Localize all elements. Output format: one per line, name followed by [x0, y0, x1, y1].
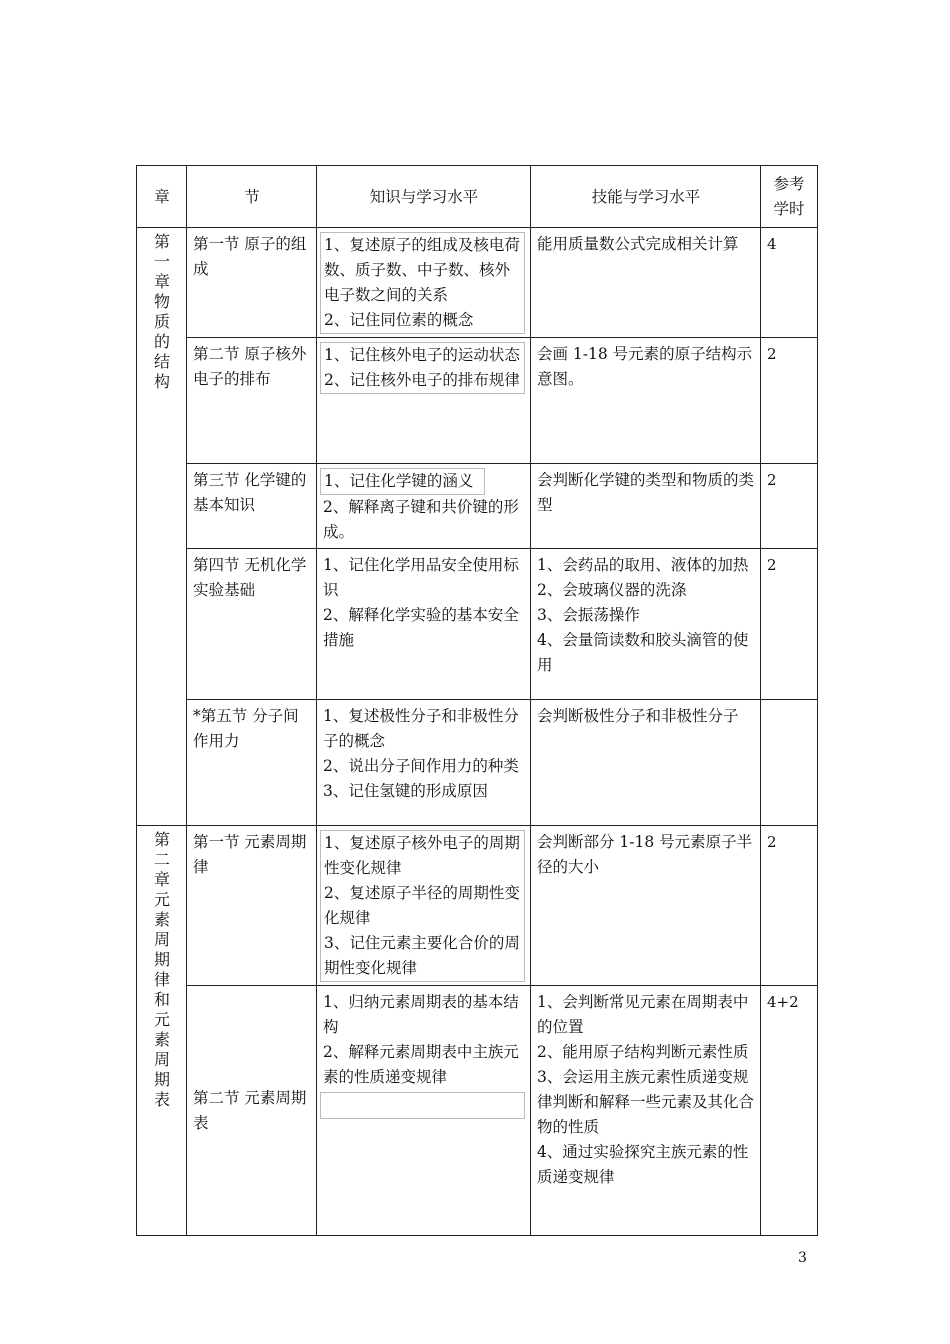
skill-item: 4、通过实验探究主族元素的性质递变规律 — [537, 1143, 749, 1186]
chapter-cell — [137, 826, 187, 1236]
chapter-title: 第一章 物质的结构 — [153, 232, 170, 391]
hours-cell: 4 — [761, 228, 818, 338]
skill-item: 2、能用原子结构判断元素性质 — [537, 1043, 749, 1061]
skill-cell — [531, 700, 761, 826]
knowledge-item: 1、记住核外电子的运动状态 — [324, 346, 520, 364]
section-name: 第一节 元素周期律 — [187, 826, 317, 986]
skill-item: 会判断化学键的类型和物质的类型 — [537, 471, 755, 514]
section-name: 第四节 无机化学实验基础 — [187, 549, 317, 700]
knowledge-item: 2、复述原子半径的周期性变化规律 — [324, 884, 520, 927]
skill-cell — [531, 986, 761, 1236]
skill-item: 会画 1-18 号元素的原子结构示意图。 — [537, 345, 753, 388]
hours-cell — [761, 700, 818, 826]
hours-cell: 2 — [761, 338, 818, 464]
skill-item: 会判断部分 1-18 号元素原子半径的大小 — [537, 833, 753, 876]
skill-item: 2、会玻璃仪器的洗涤 — [537, 581, 687, 599]
knowledge-box — [320, 468, 485, 495]
section-name: 第一节 原子的组成 — [187, 228, 317, 338]
knowledge-item: 2、记住核外电子的排布规律 — [324, 371, 520, 389]
knowledge-item: 1、记住化学用品安全使用标识 — [323, 556, 519, 599]
table-row — [137, 228, 818, 338]
knowledge-item: 1、复述原子的组成及核电荷数、质子数、中子数、核外电子数之间的关系 — [324, 236, 520, 304]
skill-item: 1、会判断常见元素在周期表中的位置 — [537, 993, 749, 1036]
knowledge-item: 1、复述原子核外电子的周期性变化规律 — [324, 834, 520, 877]
knowledge-item: 2、解释化学实验的基本安全措施 — [323, 606, 519, 649]
skill-cell — [531, 549, 761, 700]
knowledge-cell — [317, 549, 531, 700]
skill-cell — [531, 464, 761, 549]
skill-cell — [531, 338, 761, 464]
knowledge-box — [320, 342, 525, 394]
knowledge-cell — [317, 700, 531, 826]
table-row — [137, 700, 818, 826]
knowledge-item: 1、记住化学键的涵义 — [324, 472, 474, 490]
page-number: 3 — [798, 1250, 807, 1266]
skill-item: 3、会运用主族元素性质递变规律判断和解释一些元素及其化合物的性质 — [537, 1068, 755, 1136]
knowledge-item: 2、记住同位素的概念 — [324, 311, 474, 329]
section-name: *第五节 分子间作用力 — [187, 700, 317, 826]
knowledge-box — [320, 830, 525, 982]
knowledge-cell — [317, 338, 531, 464]
knowledge-cell — [317, 986, 531, 1236]
hours-cell: 2 — [761, 826, 818, 986]
skill-item: 4、会量筒读数和胶头滴管的使用 — [537, 631, 749, 674]
skill-item: 3、会振荡操作 — [537, 606, 640, 624]
hours-cell: 2 — [761, 464, 818, 549]
knowledge-item: 1、复述极性分子和非极性分子的概念 — [323, 707, 519, 750]
curriculum-table — [136, 165, 818, 1236]
knowledge-item: 3、记住氢键的形成原因 — [323, 782, 488, 800]
header-section: 节 — [187, 166, 317, 228]
section-name: 第三节 化学键的基本知识 — [187, 464, 317, 549]
skill-cell — [531, 826, 761, 986]
knowledge-item: 3、记住元素主要化合价的周期性变化规律 — [324, 934, 520, 977]
table-row — [137, 464, 818, 549]
knowledge-item: 2、说出分子间作用力的种类 — [323, 757, 519, 775]
header-chapter: 章 — [137, 166, 187, 228]
header-knowledge: 知识与学习水平 — [317, 166, 531, 228]
knowledge-cell — [317, 826, 531, 986]
section-name: 第二节 元素周期表 — [187, 986, 317, 1236]
knowledge-box — [320, 232, 525, 334]
blank-input-box — [320, 1092, 525, 1119]
table-row — [137, 549, 818, 700]
chapter-title: 第二章 元素周期律和元素周期表 — [153, 830, 170, 1109]
table-row — [137, 826, 818, 986]
header-skill: 技能与学习水平 — [531, 166, 761, 228]
hours-cell: 2 — [761, 549, 818, 700]
chapter-cell — [137, 228, 187, 826]
knowledge-cell — [317, 464, 531, 549]
section-name: 第二节 原子核外电子的排布 — [187, 338, 317, 464]
knowledge-item: 1、归纳元素周期表的基本结构 — [323, 993, 519, 1036]
knowledge-item: 2、解释元素周期表中主族元素的性质递变规律 — [323, 1043, 519, 1086]
skill-cell — [531, 228, 761, 338]
skill-item: 1、会药品的取用、液体的加热 — [537, 556, 749, 574]
table-row — [137, 986, 818, 1236]
header-hours: 参考学时 — [761, 166, 818, 228]
hours-cell: 4+2 — [761, 986, 818, 1236]
knowledge-item: 2、解释离子键和共价键的形成。 — [323, 498, 519, 541]
knowledge-cell — [317, 228, 531, 338]
skill-item: 能用质量数公式完成相关计算 — [537, 235, 739, 253]
skill-item: 会判断极性分子和非极性分子 — [537, 707, 739, 725]
table-row — [137, 338, 818, 464]
